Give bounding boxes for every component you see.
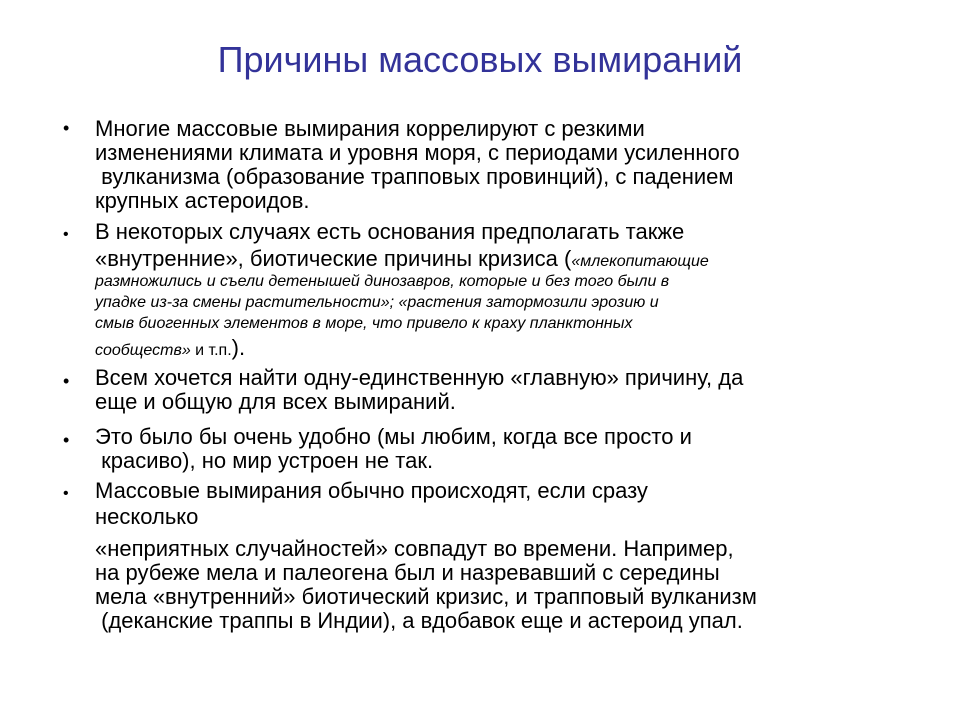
text-line-mixed (95, 247, 915, 271)
bullet-text (95, 425, 915, 473)
bullet-text (95, 366, 915, 414)
text-line: Массовые вымирания обычно происходят, если сразу (95, 478, 648, 503)
text-segment: «внутренние», биотические причины кризиса ( (95, 246, 572, 271)
bullet-marker: • (63, 430, 70, 450)
bullet-text (95, 220, 915, 360)
text-line: вулканизма (образование трапповых провинций), с падением (95, 164, 734, 189)
text-line: мела «внутренний» биотический кризис, и трапповый вулканизм (95, 584, 757, 609)
text-line: Всем хочется найти одну-единственную «главную» причину, да (95, 365, 744, 390)
slide-title: Причины массовых вымираний (217, 39, 743, 80)
text-line: несколько (95, 504, 199, 529)
text-segment: ). (231, 335, 246, 360)
italic-line: размножились и съели детенышей динозавров, которые и без того были в (95, 273, 670, 290)
text-line: крупных астероидов. (95, 188, 310, 213)
bullet-marker: • (63, 226, 69, 243)
text-segment: и т.п. (190, 342, 232, 359)
bullet-text (95, 117, 915, 213)
text-line: на рубеже мела и палеогена был и назревавший с середины (95, 560, 720, 585)
italic-line: упадке из-за смены растительности»; «растения затормозили эрозию и (95, 294, 659, 311)
text-line: еще и общую для всех вымираний. (95, 389, 456, 414)
bullet-marker: • (63, 485, 69, 502)
italic-segment: «млекопитающие (571, 253, 709, 270)
text-line: В некоторых случаях есть основания предполагать также (95, 219, 685, 244)
text-line-mixed (95, 334, 915, 360)
italic-line: смыв биогенных элементов в море, что привело к краху планктонных (95, 315, 633, 332)
bullet-marker: • (63, 371, 70, 391)
italic-segment: сообществ» (95, 342, 191, 359)
text-line: (деканские траппы в Индии), а вдобавок еще и астероид упал. (95, 608, 743, 633)
text-line: красиво), но мир устроен не так. (95, 448, 434, 473)
text-line: изменениями климата и уровня моря, с периодами усиленного (95, 140, 740, 165)
bullet-marker: • (63, 118, 70, 138)
text-line: «неприятных случайностей» совпадут во времени. Например, (95, 536, 734, 561)
text-line: Многие массовые вымирания коррелируют с резкими (95, 116, 645, 141)
bullet-text (95, 479, 915, 633)
text-line: Это было бы очень удобно (мы любим, когда все просто и (95, 424, 692, 449)
